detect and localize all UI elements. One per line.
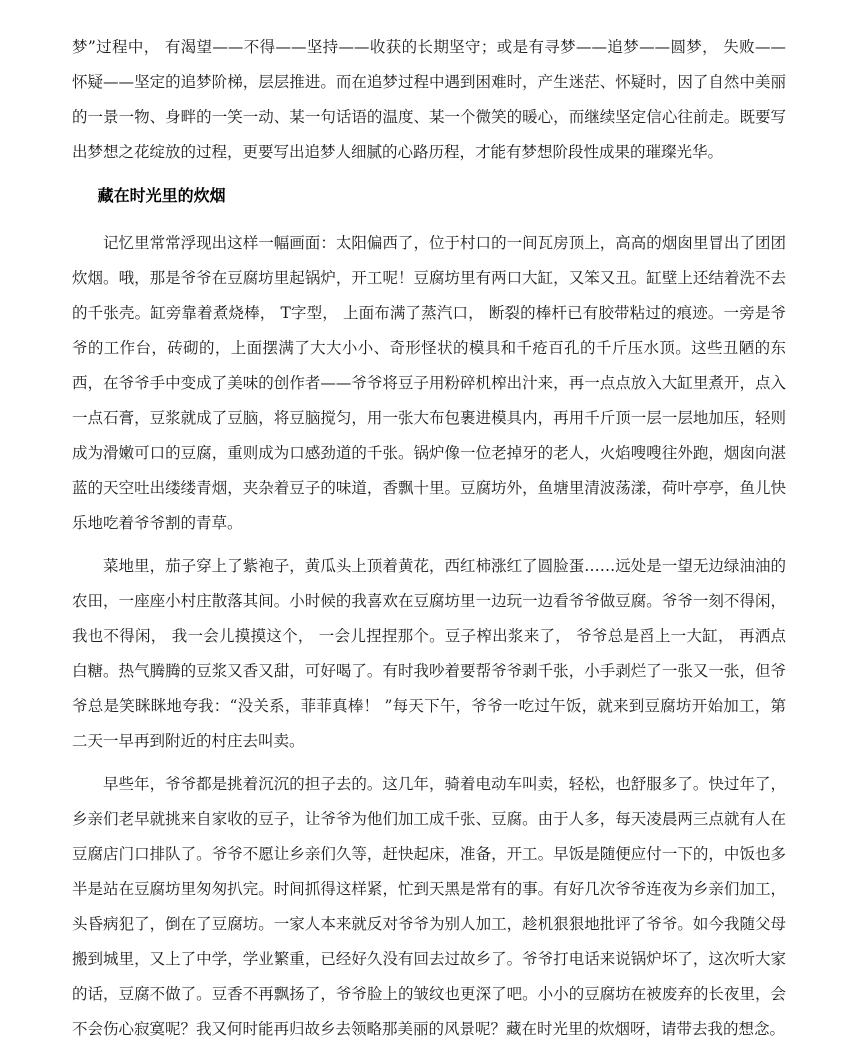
essay-paragraph-2: 菜地里，茄子穿上了紫袍子，黄瓜头上顶着黄花，西红柿涨红了圆脸蛋……远处是一望无边绿油油的农田，一座座小村庄散落其间。小时候的我喜欢在豆腐坊里一边玩一边看爷爷做豆腐。爷爷一刻不得闲，我也不得闲， 我一会儿摸摸这个， 一会儿捏捏那个。豆子榨出浆来了， 爷爷总是舀上一大缸， 再洒点白糖。热气腾腾的豆浆又香又甜，可好喝了。有时我吵着要帮爷爷剥千张，小手剥烂了一张又一张，但爷爷总是笑眯眯地夸我：“没关系，菲菲真棒！ ”每天下午，爷爷一吃过午饭，就来到豆腐坊开始加工，第二天一早再到附近的村庄去叫卖。 (72, 557, 786, 750)
essay-title: 藏在时光里的炊烟 (97, 186, 226, 205)
paragraph-continuation: 梦”过程中， 有渴望——不得——坚持——收获的长期坚守；或是有寻梦——追梦——圆梦， 失败——怀疑——坚定的追梦阶梯，层层推进。而在追梦过程中遇到困难时，产生迷茫、怀疑时，因了自然中美丽的一景一物、身畔的一笑一动、某一句话语的温度、某一个微笑的暖心，而继续坚定信心往前走。既要写出梦想之花绽放的过程，更要写出追梦人细腻的心路历程，才能有梦想阶段性成果的璀璨光华。 (72, 38, 786, 161)
essay-paragraph-3: 早些年，爷爷都是挑着沉沉的担子去的。这几年，骑着电动车叫卖，轻松，也舒服多了。快过年了，乡亲们老早就挑来自家收的豆子，让爷爷为他们加工成千张、豆腐。由于人多，每天凌晨两三点就有人在豆腐店门口排队了。爷爷不愿让乡亲们久等，赶快起床，准备，开工。早饭是随便应付一下的，中饭也多半是站在豆腐坊里匆匆扒完。时间抓得这样紧，忙到天黑是常有的事。有好几次爷爷连夜为乡亲们加工，头昏病犯了，倒在了豆腐坊。一家人本来就反对爷爷为别人加工，趁机狠狠地批评了爷爷。如今我随父母搬到城里，又上了中学，学业繁重，已经好久没有回去过故乡了。爷爷打电话来说锅炉坏了，这次听大家的话，豆腐不做了。豆香不再飘扬了，爷爷脸上的皱纹也更深了吧。小小的豆腐坊在被废弃的长夜里，会不会伤心寂寞呢？我又何时能再归故乡去领略那美丽的风景呢？藏在时光里的炊烟呀，请带去我的想念。 (72, 775, 786, 1038)
essay-paragraph-1: 记忆里常常浮现出这样一幅画面：太阳偏西了，位于村口的一间瓦房顶上，高高的烟囱里冒出了团团炊烟。哦，那是爷爷在豆腐坊里起锅炉，开工呢！豆腐坊里有两口大缸，又笨又丑。缸壁上还结着洗不去的千张壳。缸旁靠着煮烧棒， T字型， 上面布满了蒸汽口， 断裂的棒杆已有胶带粘过的痕迹。一旁是爷爷的工作台，砖砌的，上面摆满了大大小小、奇形怪状的模具和千疮百孔的千斤压水顶。这些丑陋的东西，在爷爷手中变成了美味的创作者——爷爷将豆子用粉碎机榨出汁来，再一点点放入大缸里煮开，点入一点石膏，豆浆就成了豆脑，将豆脑搅匀，用一张大布包裹进模具内，再用千斤顶一层一层地加压，轻则成为滑嫩可口的豆腐，重则成为口感劲道的千张。锅炉像一位老掉牙的老人，火焰嗖嗖往外跑，烟囱向湛蓝的天空吐出缕缕青烟，夹杂着豆子的味道，香飘十里。豆腐坊外，鱼塘里清波荡漾，荷叶亭亭，鱼儿快乐地吃着爷爷割的青草。 (72, 234, 786, 532)
